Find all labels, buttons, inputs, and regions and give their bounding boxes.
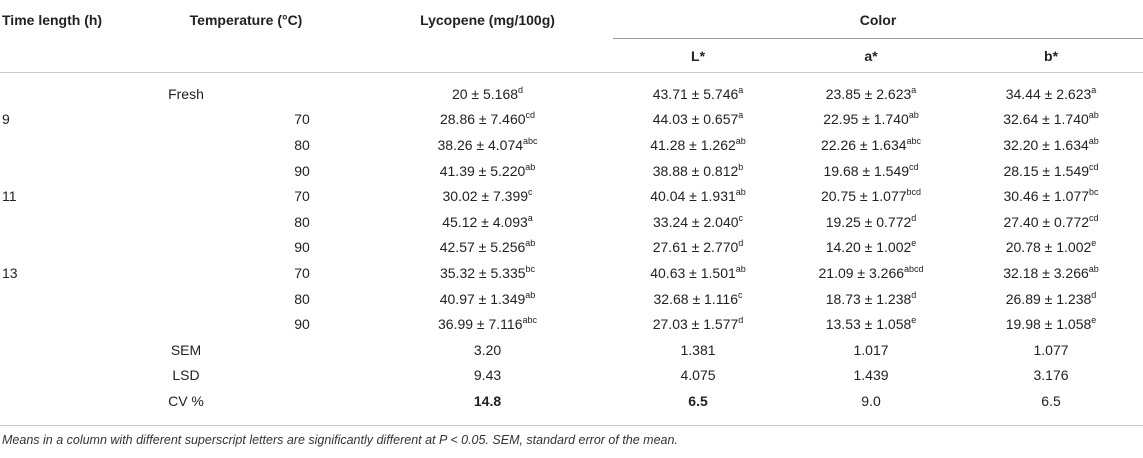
- cell-time-length: [0, 388, 130, 418]
- cell-time-length: 11: [2, 188, 17, 205]
- cell-l: 33.24 ± 2.040$^c$: [653, 212, 744, 230]
- cell-l: 4.075: [680, 367, 716, 384]
- cell-a: 22.95 ± 1.740$^{ab}$: [823, 110, 919, 128]
- table-row: [0, 132, 1143, 158]
- cell-lycopene: 20 ± 5.168$^d$: [451, 84, 524, 102]
- cell-row-label: [130, 260, 242, 286]
- cell-a: 14.20 ± 1.002$^e$: [825, 238, 917, 256]
- table-row: [0, 158, 1143, 184]
- cell-l: 27.61 ± 2.770$^d$: [652, 238, 744, 256]
- cell-lycopene: 9.43: [473, 367, 502, 384]
- header-time-length: Time length (h): [2, 12, 103, 29]
- cell-l: 27.03 ± 1.577$^d$: [652, 315, 744, 333]
- cell-a: 23.85 ± 2.623$^a$: [825, 84, 917, 102]
- footnote: Means in a column with different superscript letters are significantly different at P < 0.05. SEM, standard error of the mean.: [2, 433, 678, 447]
- cell-row-label: CV %: [168, 392, 204, 409]
- cell-b: 27.40 ± 0.772$^{cd}$: [1003, 212, 1099, 230]
- cell-row-label: [130, 158, 242, 184]
- cell-row-label: LSD: [172, 367, 200, 384]
- cell-temperature: 80: [294, 213, 310, 230]
- cell-row-label: [130, 132, 242, 158]
- cell-a: 18.73 ± 1.238$^d$: [825, 289, 917, 307]
- cell-a: 1.017: [853, 341, 889, 358]
- cell-l: 6.5: [688, 392, 708, 409]
- table-row: [0, 311, 1143, 337]
- cell-a: 9.0: [861, 392, 881, 409]
- cell-b: 20.78 ± 1.002$^e$: [1005, 238, 1097, 256]
- cell-temperature: [242, 337, 362, 363]
- cell-row-label: [130, 235, 242, 261]
- cell-time-length: [0, 286, 130, 312]
- table-row: [0, 107, 1143, 133]
- cell-l: 43.71 ± 5.746$^a$: [652, 84, 744, 102]
- cell-l: 38.88 ± 0.812$^b$: [652, 161, 744, 179]
- cell-temperature: [242, 81, 362, 107]
- table-row: [0, 388, 1143, 418]
- cell-lycopene: 41.39 ± 5.220$^{ab}$: [439, 161, 536, 179]
- cell-lycopene: 35.32 ± 5.335$^{bc}$: [439, 263, 536, 281]
- cell-row-label: SEM: [170, 341, 202, 358]
- cell-a: 22.26 ± 1.634$^{abc}$: [820, 135, 922, 153]
- cell-b: 34.44 ± 2.623$^a$: [1005, 84, 1097, 102]
- table-row: [0, 235, 1143, 261]
- cell-lycopene: 14.8: [473, 392, 502, 409]
- cell-a: $21.09 \pm 3.266^{abcd}$: [818, 263, 924, 281]
- header-l: L*: [691, 47, 706, 64]
- cell-l: 41.28 ± 1.262$^{ab}$: [650, 135, 746, 153]
- cell-a: 19.25 ± 0.772$^d$: [825, 212, 917, 230]
- cell-b: 32.64 ± 1.740$^{ab}$: [1003, 110, 1099, 128]
- table-row: [0, 209, 1143, 235]
- cell-time-length: [0, 363, 130, 389]
- cell-lycopene: 42.57 ± 5.256$^{ab}$: [439, 238, 536, 256]
- cell-row-label: Fresh: [168, 85, 204, 102]
- cell-temperature: 70: [294, 111, 310, 128]
- cell-temperature: 80: [294, 136, 310, 153]
- table-row: [0, 286, 1143, 312]
- cell-time-length: [0, 235, 130, 261]
- header-lycopene: Lycopene (mg/100g): [420, 12, 555, 29]
- cell-b: 19.98 ± 1.058$^e$: [1005, 315, 1097, 333]
- cell-temperature: 80: [294, 290, 310, 307]
- cell-time-length: [0, 337, 130, 363]
- table-row: [0, 337, 1143, 363]
- cell-temperature: [242, 388, 362, 418]
- cell-time-length: [0, 158, 130, 184]
- cell-row-label: [130, 183, 242, 209]
- cell-row-label: [130, 311, 242, 337]
- cell-lycopene: 30.02 ± 7.399$^c$: [442, 187, 533, 205]
- cell-time-length: 13: [2, 264, 18, 281]
- cell-temperature: 90: [294, 239, 310, 256]
- cell-temperature: 70: [294, 188, 310, 205]
- table-row: [0, 363, 1143, 389]
- cell-lycopene: 36.99 ± 7.116$^{abc}$: [438, 315, 538, 333]
- header-temperature: Temperature (°C): [189, 12, 303, 29]
- cell-row-label: [130, 286, 242, 312]
- bottom-rule: [0, 425, 1143, 426]
- cell-time-length: [0, 209, 130, 235]
- cell-l: 40.04 ± 1.931$^{ab}$: [650, 187, 746, 205]
- cell-a: 13.53 ± 1.058$^e$: [825, 315, 917, 333]
- cell-a: 1.439: [853, 367, 889, 384]
- cell-l: 32.68 ± 1.116$^c$: [653, 289, 743, 307]
- cell-temperature: [242, 363, 362, 389]
- cell-l: 44.03 ± 0.657$^a$: [652, 110, 744, 128]
- cell-b: 28.15 ± 1.549$^{cd}$: [1003, 161, 1099, 179]
- cell-temperature: 70: [294, 264, 310, 281]
- cell-time-length: [0, 81, 130, 107]
- cell-b: 32.20 ± 1.634$^{ab}$: [1003, 135, 1099, 153]
- cell-temperature: 90: [294, 162, 310, 179]
- cell-lycopene: 40.97 ± 1.349$^{ab}$: [439, 289, 536, 307]
- cell-temperature: 90: [294, 316, 310, 333]
- cell-a: 20.75 ± 1.077$^{bcd}$: [820, 187, 922, 205]
- cell-lycopene: 28.86 ± 7.460$^{cd}$: [439, 110, 536, 128]
- results-table: [0, 2, 1143, 418]
- cell-lycopene: 3.20: [473, 341, 502, 358]
- cell-time-length: 9: [2, 111, 10, 128]
- cell-b: 26.89 ± 1.238$^d$: [1005, 289, 1097, 307]
- cell-lycopene: 38.26 ± 4.074$^{abc}$: [437, 135, 538, 153]
- cell-l: 40.63 ± 1.501$^{ab}$: [650, 263, 746, 281]
- cell-time-length: [0, 132, 130, 158]
- cell-b: 3.176: [1033, 367, 1069, 384]
- header-a: a*: [864, 47, 878, 64]
- cell-b: 32.18 ± 3.266$^{ab}$: [1003, 263, 1099, 281]
- cell-l: 1.381: [680, 341, 716, 358]
- cell-time-length: [0, 311, 130, 337]
- cell-lycopene: 45.12 ± 4.093$^a$: [442, 212, 533, 230]
- table-row: [0, 260, 1143, 286]
- table-row: [0, 81, 1143, 107]
- table-body: [0, 81, 1143, 418]
- cell-b: 6.5: [1041, 392, 1061, 409]
- cell-b: 30.46 ± 1.077$^{bc}$: [1003, 187, 1099, 205]
- cell-row-label: [130, 209, 242, 235]
- cell-row-label: [130, 107, 242, 133]
- table-row: [0, 183, 1143, 209]
- cell-b: 1.077: [1033, 341, 1069, 358]
- header-b: b*: [1044, 47, 1059, 64]
- header-color: Color: [613, 2, 1143, 39]
- cell-a: 19.68 ± 1.549$^{cd}$: [823, 161, 919, 179]
